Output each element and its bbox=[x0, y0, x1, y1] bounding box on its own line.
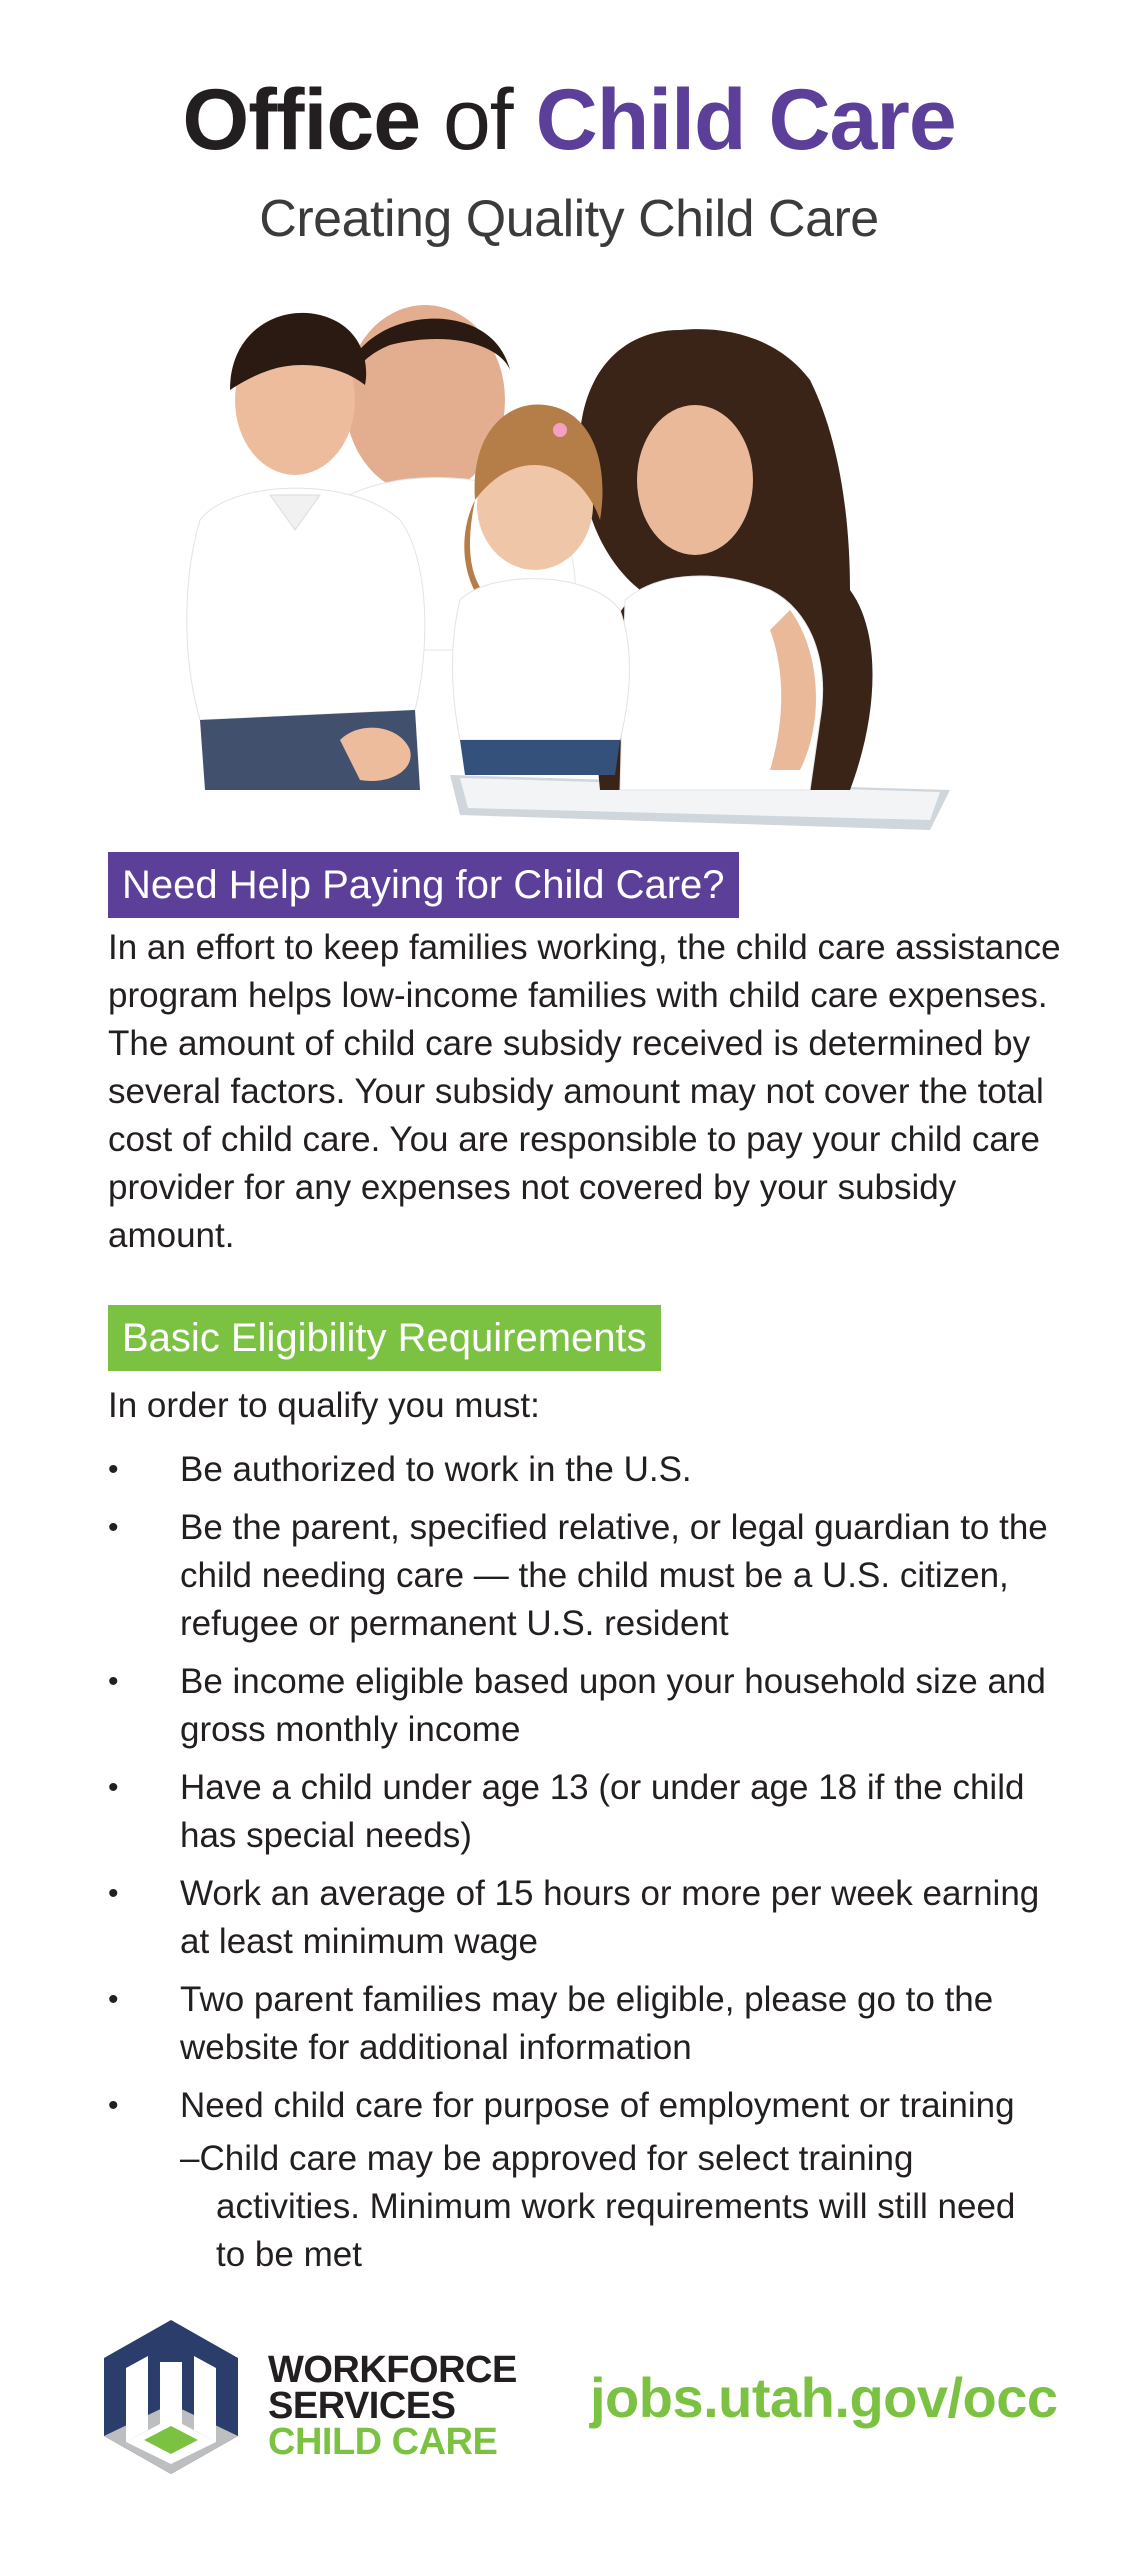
logo-text-child-care: CHILD CARE bbox=[268, 2421, 498, 2463]
list-item-text: Work an average of 15 hours or more per week earning at least minimum wage bbox=[180, 1874, 1040, 1961]
family-reading-photo bbox=[160, 270, 960, 850]
heading-need-help: Need Help Paying for Child Care? bbox=[108, 852, 739, 918]
eligibility-intro: In order to qualify you must: bbox=[108, 1386, 540, 1425]
bullet-icon: • bbox=[108, 1665, 119, 1698]
bullet-icon: • bbox=[108, 1983, 119, 2016]
list-item bbox=[108, 1504, 1068, 1648]
list-item-text: Be income eligible based upon your household size and gross monthly income bbox=[180, 1662, 1046, 1749]
title-child-care: Child Care bbox=[535, 72, 956, 168]
list-item-text: Two parent families may be eligible, please go to the website for additional information bbox=[180, 1980, 994, 2067]
logo-text-services: SERVICES bbox=[268, 2385, 456, 2427]
header bbox=[0, 70, 1138, 250]
list-item-text: Have a child under age 13 (or under age 18 if the child has special needs) bbox=[180, 1768, 1025, 1855]
tagline: Creating Quality Child Care bbox=[259, 190, 879, 248]
list-item bbox=[108, 1870, 1068, 1966]
bullet-icon: • bbox=[108, 1511, 119, 1544]
list-item-text: Need child care for purpose of employment or training bbox=[180, 2086, 1015, 2125]
title-of: of bbox=[442, 72, 513, 168]
sub-item-rest: activities. Minimum work requirements will still need to be met bbox=[216, 2187, 1016, 2274]
heading-eligibility: Basic Eligibility Requirements bbox=[108, 1305, 661, 1371]
website-url: jobs.utah.gov/occ bbox=[590, 2366, 1058, 2429]
workforce-services-logo-icon bbox=[96, 2312, 246, 2492]
bullet-icon: • bbox=[108, 1877, 119, 1910]
list-item bbox=[108, 1658, 1068, 1754]
list-item bbox=[108, 1976, 1068, 2072]
eligibility-list bbox=[108, 1446, 1068, 2140]
title-office: Office bbox=[182, 72, 421, 168]
list-item bbox=[108, 1446, 1068, 1494]
list-item-text: Be the parent, specified relative, or legal guardian to the child needing care — the child must be a U.S. citizen, refugee or permanent U.S. resident bbox=[180, 1508, 1048, 1643]
bullet-icon: • bbox=[108, 2089, 119, 2122]
page-title bbox=[0, 70, 1138, 170]
list-item bbox=[108, 2082, 1068, 2130]
list-item-text: Be authorized to work in the U.S. bbox=[180, 1450, 692, 1489]
workforce-services-wordmark bbox=[268, 2349, 517, 2463]
bullet-icon: • bbox=[108, 1453, 119, 1486]
bullet-icon: • bbox=[108, 1771, 119, 1804]
logo-text-workforce: WORKFORCE bbox=[268, 2349, 517, 2391]
assistance-paragraph: In an effort to keep families working, the child care assistance program helps low-income families with child care expenses. The amount of child care subsidy received is determined by several factors. Your subsidy amount may not cover the total cost of child care. You are responsible to pay your child care provider for any expenses not covered by your subsidy amount. bbox=[108, 928, 1061, 1255]
sub-item-first-line: –Child care may be approved for select training bbox=[180, 2139, 914, 2178]
list-item bbox=[108, 1764, 1068, 1860]
sub-item-training bbox=[180, 2135, 1040, 2279]
